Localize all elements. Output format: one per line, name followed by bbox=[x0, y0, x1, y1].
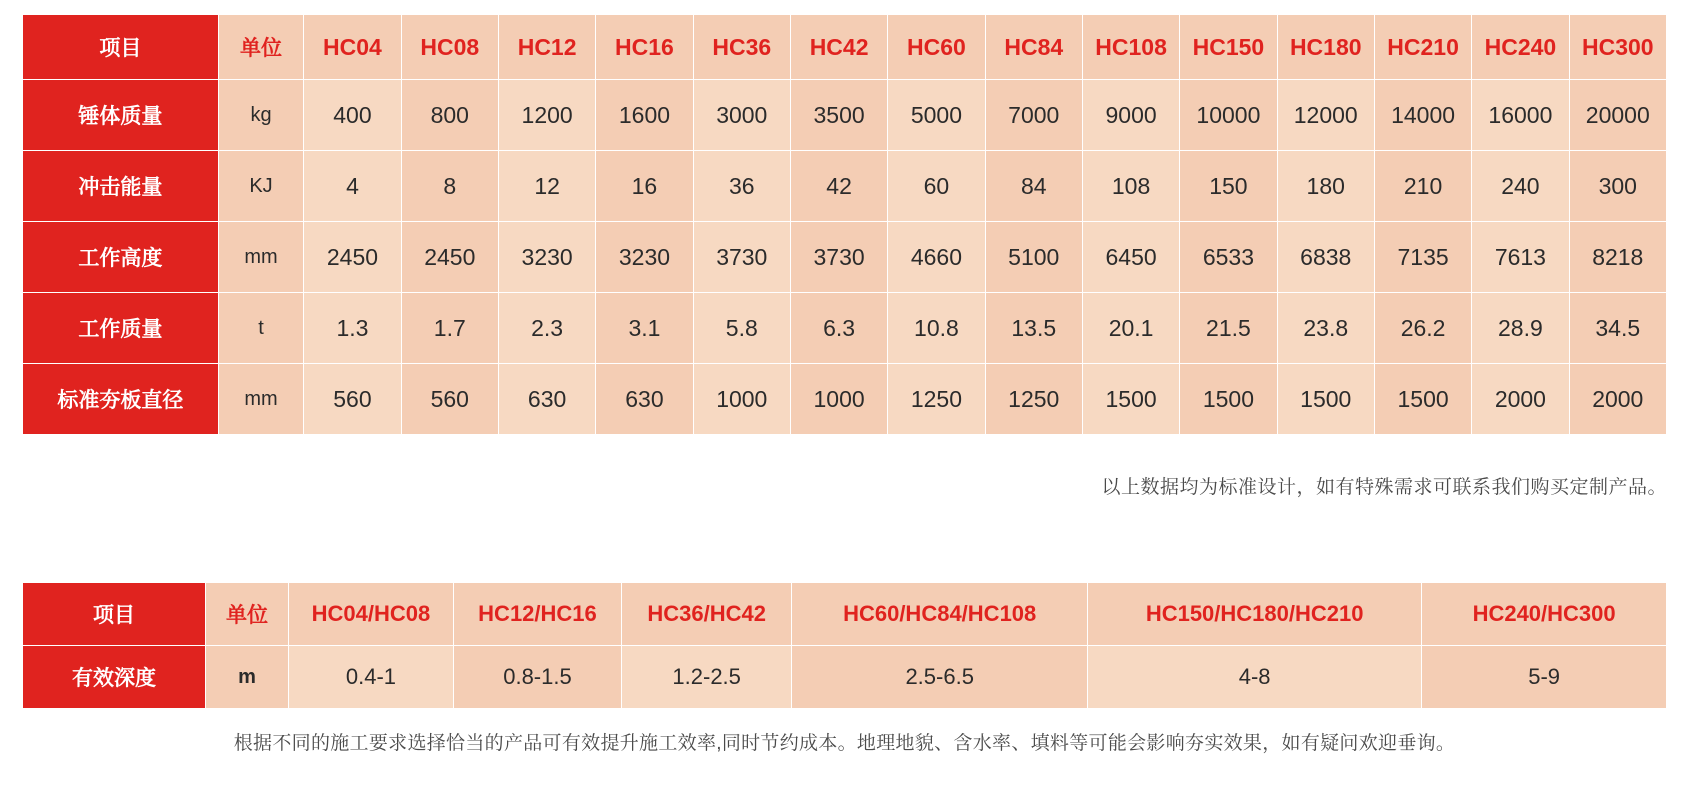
row-unit: t bbox=[218, 293, 304, 364]
cell-value: 6450 bbox=[1082, 222, 1179, 293]
header-model-hc210: HC210 bbox=[1374, 15, 1471, 80]
depth-header-group-2: HC12/HC16 bbox=[453, 583, 621, 646]
row-label: 工作质量 bbox=[23, 293, 219, 364]
cell-value: 16 bbox=[596, 151, 693, 222]
cell-value: 5100 bbox=[985, 222, 1082, 293]
depth-header-group-6: HC240/HC300 bbox=[1422, 583, 1667, 646]
cell-value: 1500 bbox=[1180, 364, 1277, 435]
header-model-hc12: HC12 bbox=[498, 15, 595, 80]
depth-cell-value: 0.4-1 bbox=[289, 646, 454, 709]
cell-value: 240 bbox=[1472, 151, 1569, 222]
depth-cell-value: 5-9 bbox=[1422, 646, 1667, 709]
depth-row-label: 有效深度 bbox=[23, 646, 206, 709]
cell-value: 300 bbox=[1569, 151, 1666, 222]
cell-value: 210 bbox=[1374, 151, 1471, 222]
cell-value: 23.8 bbox=[1277, 293, 1374, 364]
depth-header-row bbox=[23, 583, 1667, 646]
cell-value: 1500 bbox=[1374, 364, 1471, 435]
depth-cell-value: 4-8 bbox=[1088, 646, 1422, 709]
cell-value: 1250 bbox=[985, 364, 1082, 435]
cell-value: 4660 bbox=[888, 222, 985, 293]
depth-header-unit: 单位 bbox=[206, 583, 289, 646]
header-item: 项目 bbox=[23, 15, 219, 80]
cell-value: 1000 bbox=[693, 364, 790, 435]
header-model-hc84: HC84 bbox=[985, 15, 1082, 80]
cell-value: 3730 bbox=[693, 222, 790, 293]
cell-value: 3230 bbox=[498, 222, 595, 293]
cell-value: 13.5 bbox=[985, 293, 1082, 364]
cell-value: 9000 bbox=[1082, 80, 1179, 151]
header-unit: 单位 bbox=[218, 15, 304, 80]
row-label: 锤体质量 bbox=[23, 80, 219, 151]
table-header-row bbox=[23, 15, 1667, 80]
cell-value: 60 bbox=[888, 151, 985, 222]
table-row bbox=[23, 364, 1667, 435]
cell-value: 12000 bbox=[1277, 80, 1374, 151]
depth-table-container bbox=[22, 582, 1667, 709]
cell-value: 16000 bbox=[1472, 80, 1569, 151]
cell-value: 560 bbox=[401, 364, 498, 435]
cell-value: 3500 bbox=[790, 80, 887, 151]
header-model-hc04: HC04 bbox=[304, 15, 401, 80]
cell-value: 560 bbox=[304, 364, 401, 435]
cell-value: 20.1 bbox=[1082, 293, 1179, 364]
cell-value: 1200 bbox=[498, 80, 595, 151]
depth-table-row bbox=[23, 646, 1667, 709]
cell-value: 5.8 bbox=[693, 293, 790, 364]
depth-header-group-1: HC04/HC08 bbox=[289, 583, 454, 646]
cell-value: 1.7 bbox=[401, 293, 498, 364]
cell-value: 34.5 bbox=[1569, 293, 1666, 364]
cell-value: 10000 bbox=[1180, 80, 1277, 151]
cell-value: 1.3 bbox=[304, 293, 401, 364]
header-model-hc300: HC300 bbox=[1569, 15, 1666, 80]
cell-value: 84 bbox=[985, 151, 1082, 222]
cell-value: 2450 bbox=[304, 222, 401, 293]
cell-value: 150 bbox=[1180, 151, 1277, 222]
depth-cell-value: 1.2-2.5 bbox=[622, 646, 792, 709]
header-model-hc60: HC60 bbox=[888, 15, 985, 80]
cell-value: 6533 bbox=[1180, 222, 1277, 293]
cell-value: 7135 bbox=[1374, 222, 1471, 293]
cell-value: 7613 bbox=[1472, 222, 1569, 293]
cell-value: 42 bbox=[790, 151, 887, 222]
depth-row-unit: m bbox=[206, 646, 289, 709]
cell-value: 1600 bbox=[596, 80, 693, 151]
spec-table-note: 以上数据均为标准设计，如有特殊需求可联系我们购买定制产品。 bbox=[1101, 477, 1667, 498]
depth-header-item: 项目 bbox=[23, 583, 206, 646]
cell-value: 5000 bbox=[888, 80, 985, 151]
cell-value: 28.9 bbox=[1472, 293, 1569, 364]
table-row bbox=[23, 222, 1667, 293]
cell-value: 21.5 bbox=[1180, 293, 1277, 364]
header-model-hc42: HC42 bbox=[790, 15, 887, 80]
row-label: 工作高度 bbox=[23, 222, 219, 293]
cell-value: 2000 bbox=[1472, 364, 1569, 435]
cell-value: 1500 bbox=[1082, 364, 1179, 435]
row-unit: KJ bbox=[218, 151, 304, 222]
cell-value: 2000 bbox=[1569, 364, 1666, 435]
depth-table-note: 根据不同的施工要求选择恰当的产品可有效提升施工效率,同时节约成本。地理地貌、含水率、填料等可能会影响夯实效果，如有疑问欢迎垂询。 bbox=[233, 733, 1456, 754]
specification-table-container bbox=[22, 14, 1667, 435]
cell-value: 180 bbox=[1277, 151, 1374, 222]
depth-header-group-4: HC60/HC84/HC108 bbox=[792, 583, 1088, 646]
cell-value: 36 bbox=[693, 151, 790, 222]
header-model-hc16: HC16 bbox=[596, 15, 693, 80]
cell-value: 8 bbox=[401, 151, 498, 222]
row-unit: kg bbox=[218, 80, 304, 151]
cell-value: 6838 bbox=[1277, 222, 1374, 293]
header-model-hc240: HC240 bbox=[1472, 15, 1569, 80]
depth-cell-value: 0.8-1.5 bbox=[453, 646, 621, 709]
depth-header-group-3: HC36/HC42 bbox=[622, 583, 792, 646]
header-model-hc36: HC36 bbox=[693, 15, 790, 80]
header-model-hc150: HC150 bbox=[1180, 15, 1277, 80]
cell-value: 7000 bbox=[985, 80, 1082, 151]
cell-value: 6.3 bbox=[790, 293, 887, 364]
cell-value: 3.1 bbox=[596, 293, 693, 364]
header-model-hc08: HC08 bbox=[401, 15, 498, 80]
cell-value: 2450 bbox=[401, 222, 498, 293]
specification-table bbox=[22, 14, 1667, 435]
effective-depth-table bbox=[22, 582, 1667, 709]
row-unit: mm bbox=[218, 364, 304, 435]
table-row bbox=[23, 293, 1667, 364]
cell-value: 3730 bbox=[790, 222, 887, 293]
cell-value: 26.2 bbox=[1374, 293, 1471, 364]
cell-value: 3230 bbox=[596, 222, 693, 293]
cell-value: 4 bbox=[304, 151, 401, 222]
row-label: 冲击能量 bbox=[23, 151, 219, 222]
cell-value: 8218 bbox=[1569, 222, 1666, 293]
cell-value: 108 bbox=[1082, 151, 1179, 222]
cell-value: 800 bbox=[401, 80, 498, 151]
cell-value: 1000 bbox=[790, 364, 887, 435]
cell-value: 2.3 bbox=[498, 293, 595, 364]
cell-value: 3000 bbox=[693, 80, 790, 151]
cell-value: 1500 bbox=[1277, 364, 1374, 435]
cell-value: 630 bbox=[498, 364, 595, 435]
header-model-hc180: HC180 bbox=[1277, 15, 1374, 80]
row-unit: mm bbox=[218, 222, 304, 293]
cell-value: 12 bbox=[498, 151, 595, 222]
cell-value: 630 bbox=[596, 364, 693, 435]
cell-value: 14000 bbox=[1374, 80, 1471, 151]
cell-value: 1250 bbox=[888, 364, 985, 435]
depth-header-group-5: HC150/HC180/HC210 bbox=[1088, 583, 1422, 646]
header-model-hc108: HC108 bbox=[1082, 15, 1179, 80]
table-row bbox=[23, 80, 1667, 151]
row-label: 标准夯板直径 bbox=[23, 364, 219, 435]
cell-value: 400 bbox=[304, 80, 401, 151]
table-row bbox=[23, 151, 1667, 222]
cell-value: 10.8 bbox=[888, 293, 985, 364]
cell-value: 20000 bbox=[1569, 80, 1666, 151]
depth-cell-value: 2.5-6.5 bbox=[792, 646, 1088, 709]
